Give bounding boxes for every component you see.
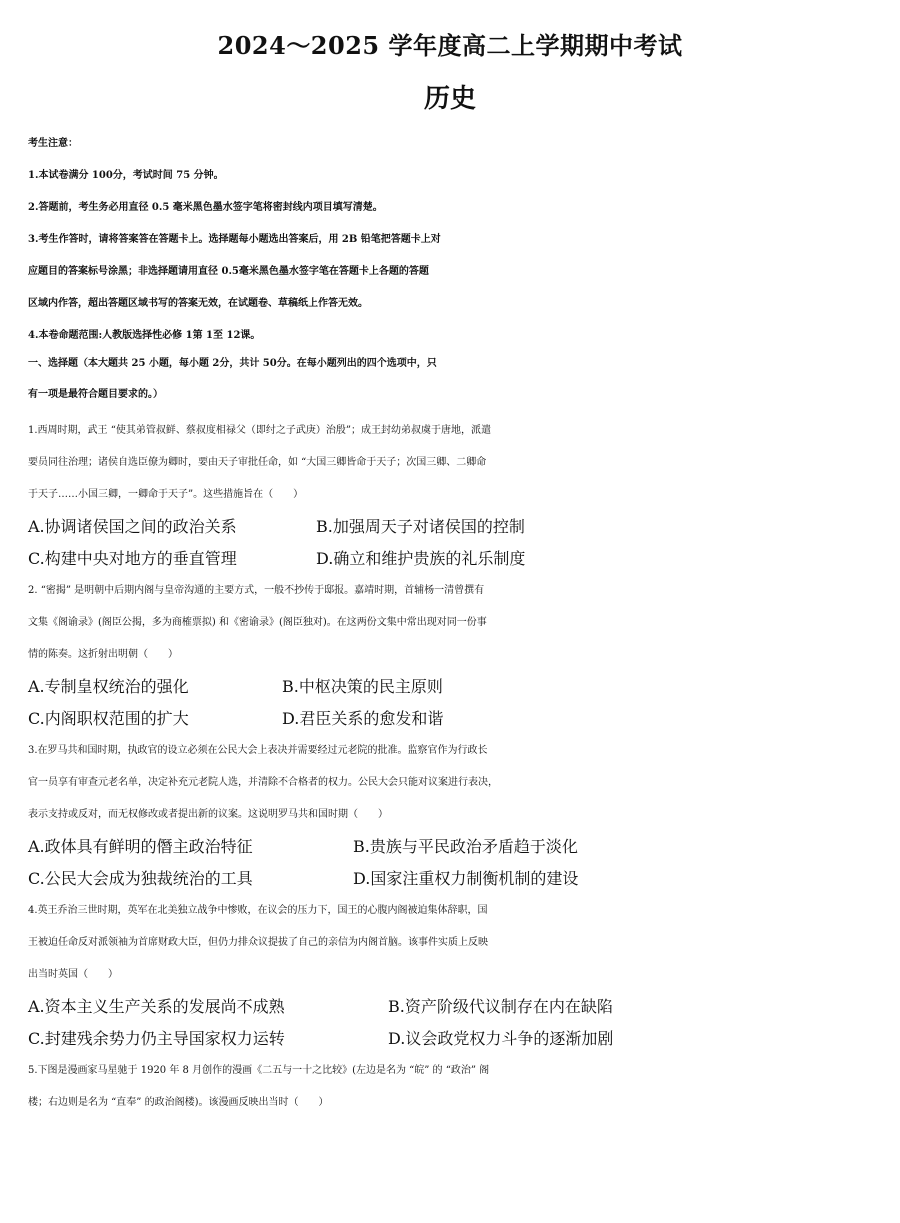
- option-c[interactable]: C.构建中央对地方的垂直管理: [28, 549, 237, 568]
- question-list: [28, 415, 878, 1119]
- question-3: [28, 735, 878, 895]
- option-c[interactable]: C.公民大会成为独裁统治的工具: [28, 869, 253, 888]
- option-row: [28, 671, 878, 703]
- question-stem: 3.在罗马共和国时期，执政官的设立必须在公民大会上表决并需要经过元老院的批准。监察官作为行政长: [28, 745, 488, 756]
- question-1: [28, 415, 878, 575]
- option-d[interactable]: D.君臣关系的愈发和谐: [282, 709, 444, 728]
- section-heading-line: 有一项是最符合题目要求的。）: [28, 389, 163, 400]
- exam-subject: 历史: [423, 84, 476, 114]
- notice-item: 2.答题前，考生务必用直径 0.5 毫米黑色墨水签字笔将密封线内项目填写清楚。: [28, 202, 383, 213]
- option-row: [28, 703, 878, 735]
- question-stem: 2. “密揭” 是明朝中后期内阁与皇帝沟通的主要方式，一般不抄传于邸报。嘉靖时期，首辅杨一清曾撰有: [28, 585, 485, 596]
- option-a[interactable]: A.资本主义生产关系的发展尚不成熟: [28, 997, 285, 1016]
- question-stem: 王被迫任命反对派领袖为首席财政大臣，但仍力排众议提拔了自己的亲信为内阁首脑。该事件实质上反映: [28, 937, 488, 948]
- option-d[interactable]: D.确立和维护贵族的礼乐制度: [316, 549, 526, 568]
- notice-item: 1.本试卷满分 100分，考试时间 75 分钟。: [28, 170, 224, 181]
- option-a[interactable]: A.政体具有鲜明的僭主政治特征: [28, 837, 253, 856]
- question-stem: 出当时英国（ ）: [28, 969, 118, 980]
- question-stem: 情的陈奏。这折射出明朝（ ）: [28, 649, 178, 660]
- section-heading-line: 一、选择题（本大题共 25 小题，每小题 2分，共计 50分。在每小题列出的四个选项中，只: [28, 358, 437, 369]
- option-b[interactable]: B.资产阶级代议制存在内在缺陷: [388, 997, 613, 1016]
- option-a[interactable]: A.专制皇权统治的强化: [28, 677, 189, 696]
- notice-item: 4.本卷命题范围:人教版选择性必修 1第 1至 12课。: [28, 330, 261, 341]
- option-row: [28, 991, 878, 1023]
- section-heading: [28, 348, 878, 410]
- question-5: [28, 1055, 878, 1119]
- option-d[interactable]: D.议会政党权力斗争的逐渐加剧: [388, 1029, 614, 1048]
- question-4: [28, 895, 878, 1055]
- notice-heading: 考生注意：: [28, 138, 78, 149]
- question-stem: 4.英王乔治三世时期，英军在北美独立战争中惨败，在议会的压力下，国王的心腹内阁被迫集体辞职，国: [28, 905, 488, 916]
- option-c[interactable]: C.封建残余势力仍主导国家权力运转: [28, 1029, 285, 1048]
- question-stem: 楼；右边则是名为 “直奉” 的政治阁楼)。该漫画反映出当时（ ）: [28, 1097, 329, 1108]
- question-stem: 官一员享有审查元老名单，决定补充元老院人选，并清除不合格者的权力。公民大会只能对议案进行表决，: [28, 777, 498, 788]
- option-row: [28, 1023, 878, 1055]
- option-b[interactable]: B.贵族与平民政治矛盾趋于淡化: [353, 837, 578, 856]
- question-2: [28, 575, 878, 735]
- option-b[interactable]: B.加强周天子对诸侯国的控制: [316, 517, 525, 536]
- notice-item: 应题目的答案标号涂黑；非选择题请用直径 0.5毫米黑色墨水签字笔在答题卡上各题的答题: [28, 266, 429, 277]
- question-stem: 1.西周时期，武王 “使其弟管叔鲜、蔡叔度相禄父（即纣之子武庚）治殷”；成王封幼弟叔虞于唐地，派遣: [28, 425, 491, 436]
- option-b[interactable]: B.中枢决策的民主原则: [282, 677, 443, 696]
- exam-title: 2024～2025 学年度高二上学期期中考试: [217, 31, 683, 60]
- question-stem: 文集《阁谕录》(阁臣公揭，多为商榷票拟) 和《密谕录》(阁臣独对)。在这两份文集中常出现对同一份事: [28, 617, 487, 628]
- option-c[interactable]: C.内阁职权范围的扩大: [28, 709, 189, 728]
- question-stem: 5.下图是漫画家马星驰于 1920 年 8 月创作的漫画《二五与一十之比较》(左边是名为 “皖” 的 “政治” 阁: [28, 1065, 490, 1076]
- option-a[interactable]: A.协调诸侯国之间的政治关系: [28, 517, 237, 536]
- question-stem: 要员同往治理；诸侯自选臣僚为卿时，要由天子审批任命，如 “大国三卿皆命于天子；次国三卿、二卿命: [28, 457, 487, 468]
- notice-block: [28, 128, 878, 352]
- option-row: [28, 543, 878, 575]
- option-row: [28, 831, 878, 863]
- question-stem: 于天子……小国三卿，一卿命于天子”。这些措施旨在（ ）: [28, 489, 304, 500]
- option-row: [28, 863, 878, 895]
- notice-item: 区域内作答，超出答题区域书写的答案无效，在试题卷、草稿纸上作答无效。: [28, 298, 368, 309]
- option-row: [28, 511, 878, 543]
- notice-item: 3.考生作答时，请将答案答在答题卡上。选择题每小题选出答案后，用 2B 铅笔把答题卡上对: [28, 234, 441, 245]
- option-d[interactable]: D.国家注重权力制衡机制的建设: [353, 869, 579, 888]
- question-stem: 表示支持或反对，而无权修改或者提出新的议案。这说明罗马共和国时期（ ）: [28, 809, 388, 820]
